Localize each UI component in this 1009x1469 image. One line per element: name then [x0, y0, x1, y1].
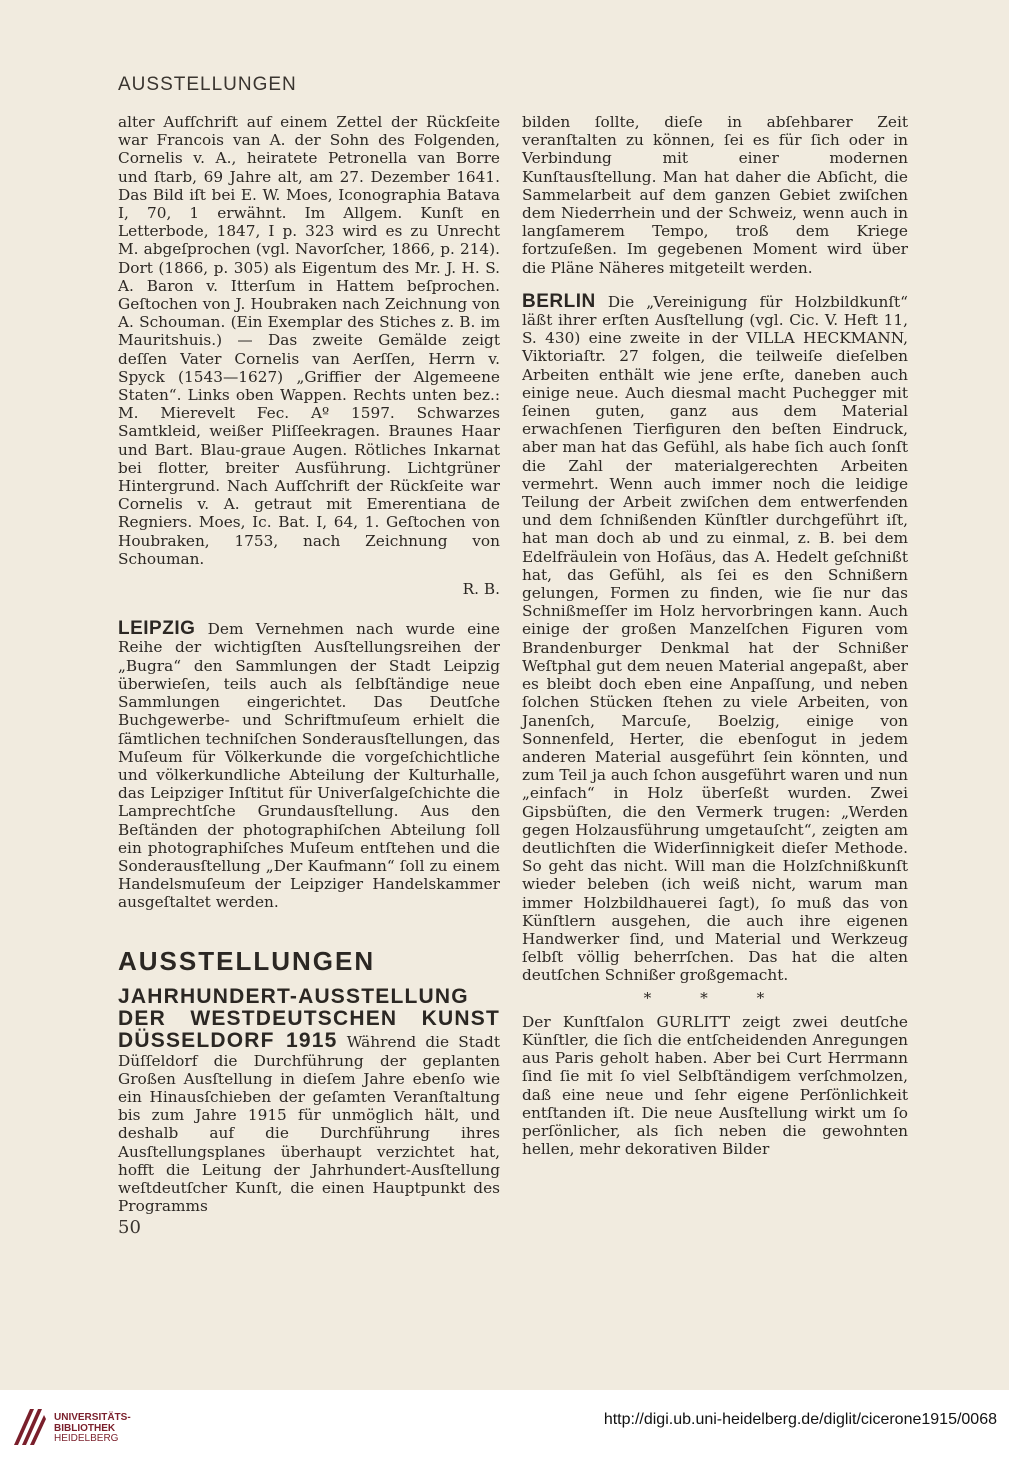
- permalink-url[interactable]: http://digi.ub.uni-heidelberg.de/diglit/cicerone1915/0068: [603, 1411, 997, 1428]
- logo-line-2: BIBLIOTHEK: [54, 1422, 116, 1434]
- library-logo-text[interactable]: [54, 1413, 131, 1445]
- right-column: [522, 113, 908, 1158]
- signature: R. B.: [462, 580, 500, 599]
- logo-line-1: UNIVERSITÄTS-: [54, 1412, 131, 1423]
- paragraph-continuation: bilden ſollte, dieſe in abſehbarer Zeit veranſtalten zu können, ſei es für ſich oder in Verbindung mit einer modernen Kunſtausſtellung. Man hat daher die Abſicht, die Sammelarbeit auf dem ganzen Gebiet zwiſchen dem Niederrhein und der Schweiz, wenn auch in langſamerem Tempo, troß dem Kriege fortzuſeßen. Im gegebenen Moment wird über die Pläne Näheres mitgeteilt werden.: [522, 113, 908, 277]
- city-heading-berlin: BERLIN: [522, 290, 596, 312]
- footer-bar: [0, 1390, 1009, 1469]
- duesseldorf-paragraph: [118, 986, 500, 1216]
- duesseldorf-text: Während die Stadt Düſſeldorf die Durchführung der geplanten Großen Ausſtellung in dieſem Jahre ebenſo wie ein Hinausſchieben der geſamten Veranſtaltung bis zum Jahre 1915 für unmöglich hält, und deshalb auf die Durchführung ihres Ausſtellungsplanes überhaupt verzichtet hat, hofft die Leitung der Jahrhundert-Ausſtellung weſtdeutſcher Kunſt, die einen Hauptpunkt des Programms: [118, 1032, 500, 1216]
- city-heading-leipzig: LEIPZIG: [118, 618, 196, 640]
- left-column: [118, 113, 500, 1215]
- running-head: AUSSTELLUNGEN: [118, 74, 297, 95]
- leipzig-paragraph: [118, 620, 500, 911]
- berlin-paragraph: [522, 290, 908, 985]
- berlin-text: Die „Vereinigung für Holzbildkunſt“ läßt ihrer erſten Ausſtellung (vgl. Cic. V. Heft 11, S. 430) eine zweite in der VILLA HECKMANN, Viktoriaſtr. 27 folgen, die teilweiſe dieſelben Arbeiten enthält wie jene erſte, daneben auch einige neue. Auch diesmal macht Puchegger mit ſeinen guten, ganz aus dem Material erwachſenen Tierfiguren den beſten Eindruck, aber man hat das Gefühl, als habe ſich auch ſonſt die Zahl der materialgerechten Arbeiten vermehrt. Wenn auch immer noch die leidige Teilung der Arbeit zwiſchen dem entwerfenden und dem ſchnißenden Künſtler durchgeführt iſt, hat man doch ab und zu einmal, z. B. bei dem Edelfräulein von Hoſäus, das A. Hedelt geſchnißt hat, das Gefühl, als ſei es den Schnißern gelungen, Formen zu finden, wie ſie nur das Schnißmeſſer im Holz hervorbringen kann. Auch einige der großen Manzelſchen Figuren vom Brandenburger Denkmal hat der Schnißer Weſtphal gut dem neuen Material angepaßt, aber es bleibt doch eben eine Anpaſſung, und neben ſolchen Stücken ſtehen zu viele Arbeiten, von Janenſch, Marcuſe, Boelzig, einige von Sonnenfeld, Herter, die ebenſogut in jedem anderen Material ausgeführt ſein könnten, und zum Teil ja auch ſchon ausgeführt waren und nun „einfach“ in Holz überſeßt wurden. Zwei Gipsbüſten, die den Vermerk trugen: „Werden gegen Holzausführung umgetauſcht“, zeigten am deutlichſten die Widerſinnigkeit dieſer Methode. So geht das nicht. Will man die Holzſchnißkunſt wieder beleben (ich weiß nicht, warum man immer Holzbildhauerei ſagt), ſo muß das von Künſtlern ausgehen, die auch ihre eigenen Handwerker ſind, und Material und Werkzeug ſelbſt völlig beherrſchen. Das hat die alten deutſchen Schnißer großgemacht.: [522, 292, 908, 985]
- page-number: 50: [118, 1217, 141, 1238]
- library-logo-icon[interactable]: [10, 1405, 48, 1447]
- section-title: AUSSTELLUNGEN: [118, 945, 376, 976]
- gurlitt-paragraph: Der Kunſtſalon GURLITT zeigt zwei deutſche Künſtler, die ſich die entſcheidenden Anregungen aus Paris geholt haben. Aber bei Curt Herrmann ſind ſie mit ſo viel Selbſtändigem verſchmolzen, daß eine neue und ſehr eigene Perſönlichkeit entſtanden iſt. Die neue Ausſtellung wirkt um ſo perſönlicher, als ſich neben die gewohnten hellen, mehr dekorativen Bilder: [522, 1012, 908, 1159]
- section-divider-stars: * * *: [643, 988, 787, 1007]
- leipzig-text: Dem Vernehmen nach wurde eine Reihe der wichtigſten Ausſtellungsreihen der „Bugra“ den Sammlungen der Stadt Leipzig überwieſen, teils auch als ſelbſtändige neue Sammlungen eingerichtet. Das Deutſche Buchgewerbe- und Schriftmuſeum erhielt die ſämtlichen techniſchen Sonderausſtellungen, das Muſeum für Völkerkunde die vorgeſchichtliche und völkerkundliche Abteilung der Kulturhalle, das Leipziger Inſtitut für Univerſalgeſchichte die Lamprechtſche Grundausſtellung. Aus den Beſtänden der photographiſchen Abteilung ſoll ein photographiſches Muſeum entſtehen und die Sonderausſtellung „Der Kaufmann“ ſoll zu einem Handelsmuſeum der Leipziger Handelskammer ausgeſtaltet werden.: [118, 620, 500, 912]
- paragraph-aerssen: alter Aufſchrift auf einem Zettel der Rückſeite war Francois van A. der Sohn des Folgenden, Cornelis v. A., heiratete Petronella van Borre und ſtarb, 69 Jahre alt, am 27. Dezember 1641. Das Bild iſt bei E. W. Moes, Iconographia Batava I, 70, 1 erwähnt. Im Allgem. Kunſt en Letterbode, 1847, I p. 323 wird es zu Unrecht M. abgeſprochen (vgl. Navorſcher, 1866, p. 214). Dort (1866, p. 305) als Eigentum des Mr. J. H. S. A. Baron v. Itterſum in Hattem beſprochen. Geſtochen von J. Houbraken nach Zeichnung von A. Schouman. (Ein Exemplar des Stiches z. B. im Mauritshuis.) — Das zweite Gemälde zeigt deſſen Vater Cornelis van Aerſſen, Herrn v. Spyck (1543—1627) „Griffier der Algemeene Staten“. Links oben Wappen. Rechts unten bez.: M. Mierevelt Fec. Aº 1597. Schwarzes Samtkleid, weißer Pliſſeekragen. Braunes Haar und Bart. Blau-graue Augen. Rötliches Inkarnat bei flotter, breiter Ausführung. Lichtgrüner Hintergrund. Nach Aufſchrift der Rückſeite war Cornelis v. A. getraut mit Emerentiana de Regniers. Moes, Ic. Bat. I, 64, 1. Geſtochen von Houbraken, 1753, nach Zeichnung von Schouman.: [118, 113, 500, 568]
- logo-line-3: HEIDELBERG: [54, 1433, 119, 1444]
- article-subtitle: JAHRHUNDERT-AUSSTELLUNG DER WESTDEUTSCHEN KUNST DÜSSELDORF 1915: [118, 984, 500, 1052]
